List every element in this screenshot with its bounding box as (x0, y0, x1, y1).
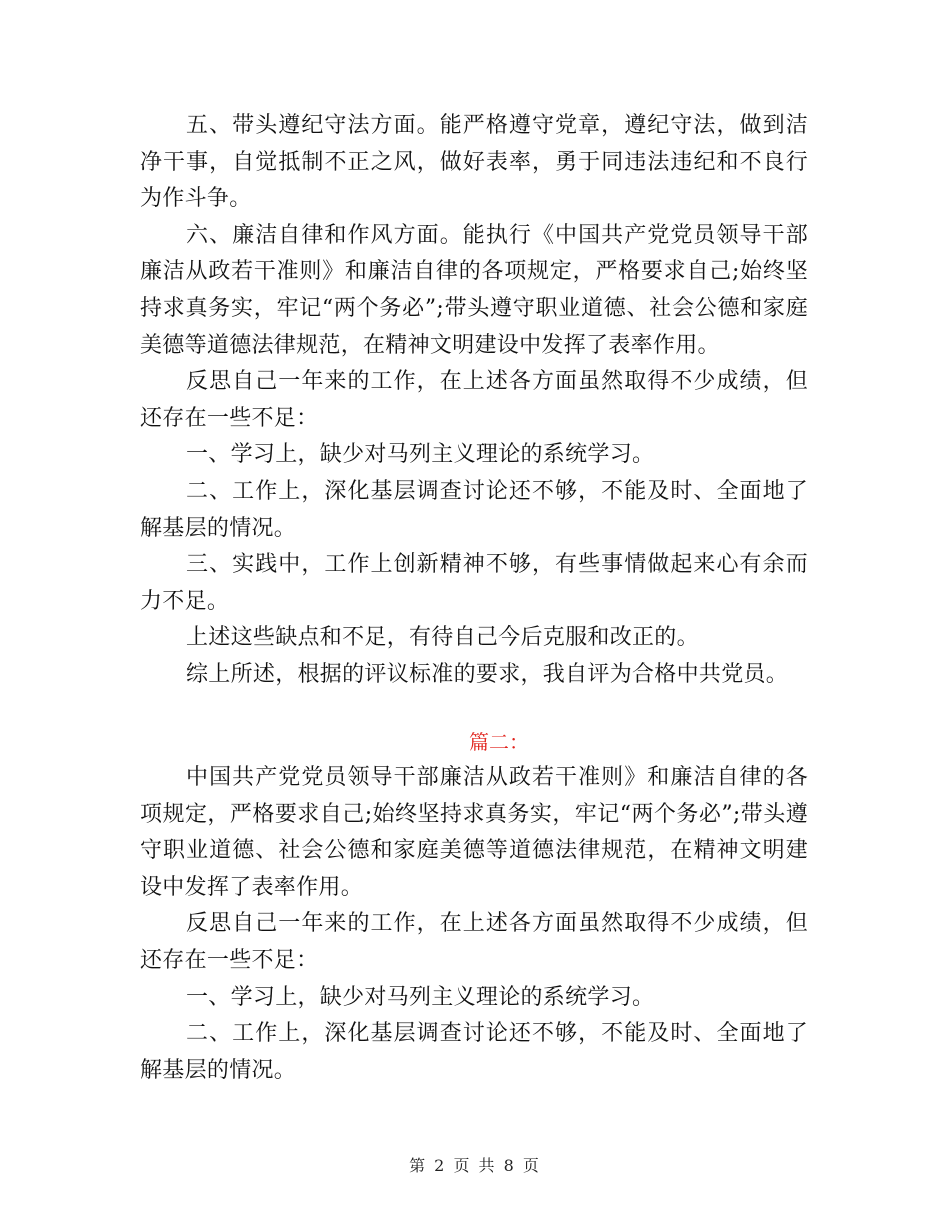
document-body (140, 108, 808, 1089)
paragraph: 五、带头遵纪守法方面。能严格遵守党章，遵纪守法，做到洁净干事，自觉抵制不正之风，做好表率，勇于同违法违纪和不良行为作斗争。 (140, 113, 808, 212)
paragraph: 一、学习上，缺少对马列主义理论的系统学习。 (186, 442, 655, 468)
section-title: 篇二： (469, 729, 529, 754)
paragraph: 六、廉洁自律和作风方面。能执行《中国共产党党员领导干部廉洁从政若干准则》和廉洁自律的各项规定，严格要求自己;始终坚持求真务实，牢记“两个务必”;带头遵守职业道德、社会公德和家庭美德等道德法律规范，在精神文明建设中发挥了表率作用。 (140, 222, 808, 358)
paragraph: 反思自己一年来的工作，在上述各方面虽然取得不少成绩，但还存在一些不足： (140, 911, 808, 974)
paragraph: 上述这些缺点和不足，有待自己今后克服和改正的。 (186, 625, 699, 651)
page-footer: 第 2 页 共 8 页 (409, 1156, 541, 1175)
paragraph: 二、工作上，深化基层调查讨论还不够，不能及时、全面地了解基层的情况。 (140, 1021, 808, 1083)
paragraph: 二、工作上，深化基层调查讨论还不够，不能及时、全面地了解基层的情况。 (140, 478, 808, 541)
paragraph: 一、学习上，缺少对马列主义理论的系统学习。 (186, 984, 655, 1010)
paragraph: 反思自己一年来的工作，在上述各方面虽然取得不少成绩，但还存在一些不足： (140, 369, 808, 431)
paragraph: 综上所述，根据的评议标准的要求，我自评为合格中共党员。 (186, 661, 789, 687)
paragraph: 中国共产党党员领导干部廉洁从政若干准则》和廉洁自律的各项规定，严格要求自己;始终坚持求真务实，牢记“两个务必”;带头遵守职业道德、社会公德和家庭美德等道德法律规范，在精神文明建设中发挥了表率作用。 (140, 765, 808, 900)
paragraph: 三、实践中，工作上创新精神不够，有些事情做起来心有余而力不足。 (140, 552, 808, 614)
